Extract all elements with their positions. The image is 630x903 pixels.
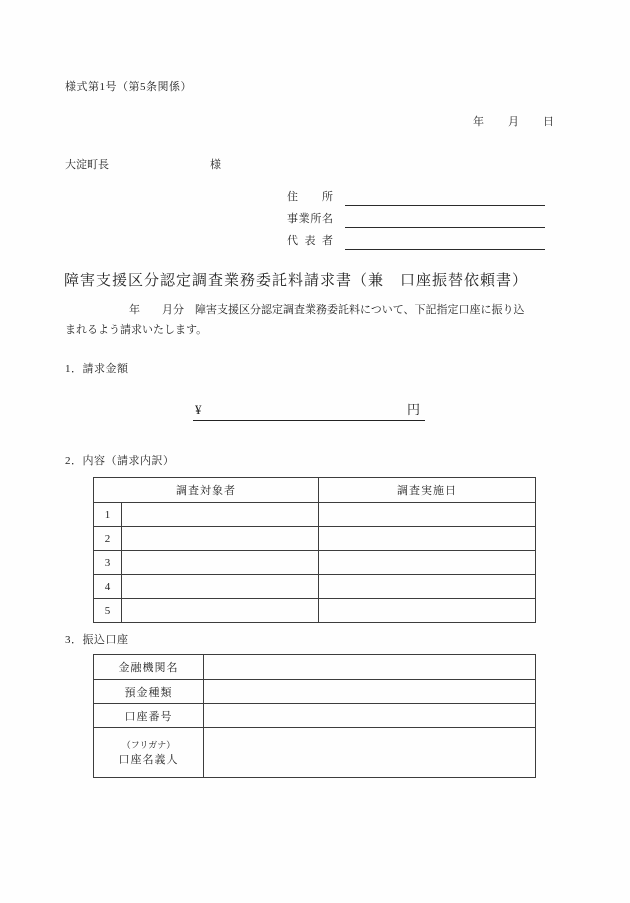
breakdown-row-4	[94, 575, 536, 599]
form-number: 様式第1号（第5条関係）	[65, 81, 192, 93]
column-header-survey-date: 調査実施日	[319, 478, 536, 503]
survey-date-cell	[319, 575, 536, 599]
section1-heading: 1．請求金額	[65, 363, 129, 375]
breakdown-row-5	[94, 599, 536, 623]
row-number: 2	[94, 527, 122, 551]
account-holder-row	[94, 728, 536, 778]
amount-line	[193, 399, 425, 421]
column-header-subject: 調査対象者	[94, 478, 319, 503]
body-line-1: 年 月分 障害支援区分認定調査業務委託料について、下記指定口座に振り込	[129, 304, 525, 316]
subject-cell	[122, 503, 319, 527]
deposit-type-label: 預金種類	[94, 680, 204, 704]
month-label: 月	[508, 116, 519, 128]
address-fill-line	[345, 189, 545, 206]
subject-cell	[122, 575, 319, 599]
bank-name-row	[94, 655, 536, 680]
survey-date-cell	[319, 551, 536, 575]
breakdown-row-2	[94, 527, 536, 551]
office-name-fill-line	[345, 211, 545, 228]
row-number: 5	[94, 599, 122, 623]
deposit-type-value-cell	[204, 680, 536, 704]
subject-cell	[122, 599, 319, 623]
office-name-label: 事業所名	[287, 213, 333, 225]
bank-account-table	[93, 654, 536, 778]
billing-breakdown-table	[93, 477, 536, 623]
sender-block	[287, 188, 545, 254]
bank-name-value-cell	[204, 655, 536, 680]
breakdown-header-row	[94, 478, 536, 503]
row-number: 4	[94, 575, 122, 599]
representative-fill-line	[345, 233, 545, 250]
representative-label: 代 表 者	[287, 235, 333, 247]
row-number: 1	[94, 503, 122, 527]
body-paragraph	[65, 300, 553, 340]
account-holder-label-cell	[94, 728, 204, 778]
addressee-line	[65, 156, 221, 172]
survey-date-cell	[319, 527, 536, 551]
sender-representative-row	[287, 232, 545, 254]
year-label: 年	[473, 116, 484, 128]
day-label: 日	[543, 116, 554, 128]
subject-cell	[122, 527, 319, 551]
survey-date-cell	[319, 503, 536, 527]
body-line-2: まれるよう請求いたします。	[65, 324, 208, 336]
row-number: 3	[94, 551, 122, 575]
bank-name-label: 金融機関名	[94, 655, 204, 680]
sender-address-row	[287, 188, 545, 210]
account-holder-value-cell	[204, 728, 536, 778]
sender-office-row	[287, 210, 545, 232]
section3-heading: 3．振込口座	[65, 634, 129, 646]
account-number-value-cell	[204, 704, 536, 728]
breakdown-row-3	[94, 551, 536, 575]
account-number-row	[94, 704, 536, 728]
yen-unit-label: 円	[406, 402, 420, 417]
survey-date-cell	[319, 599, 536, 623]
yen-symbol: ¥	[195, 402, 202, 417]
addressee-title: 大淀町長	[65, 159, 109, 171]
deposit-type-row	[94, 680, 536, 704]
document-title: 障害支援区分認定調査業務委託料請求書（兼 口座振替依頼書）	[64, 273, 529, 289]
breakdown-row-1	[94, 503, 536, 527]
date-line	[473, 113, 554, 129]
subject-cell	[122, 551, 319, 575]
account-number-label: 口座番号	[94, 704, 204, 728]
section2-heading: 2．内容（請求内訳）	[65, 455, 175, 467]
furigana-label: （フリガナ）	[121, 740, 176, 750]
address-label: 住 所	[287, 191, 333, 203]
addressee-honorific: 様	[210, 159, 221, 171]
account-holder-label: 口座名義人	[118, 754, 179, 766]
